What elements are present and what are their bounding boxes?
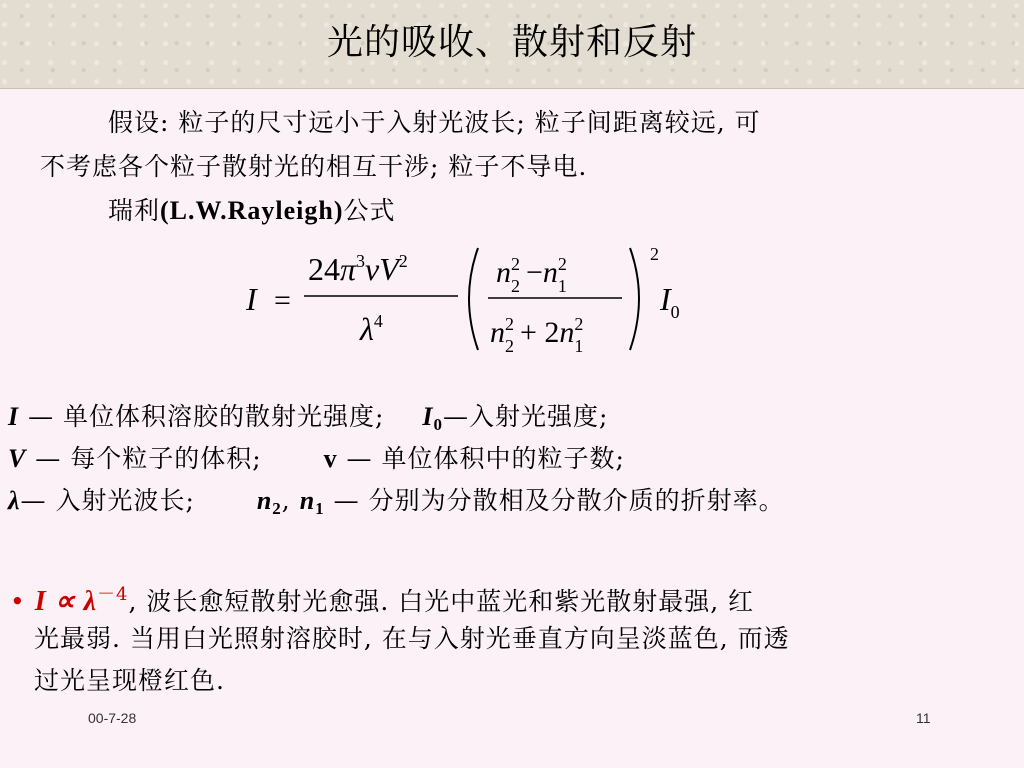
proportional-exponent: －4 <box>97 584 129 605</box>
def-text-v: — 单位体积中的粒子数; <box>337 444 625 473</box>
intro-line-2: 不考虑各个粒子散射光的相互干涉; 粒子不导电. <box>40 152 588 181</box>
def-symbol-n1-sub: 1 <box>315 499 325 518</box>
proportional-symbol: I ∝ λ <box>34 586 98 617</box>
def-symbol-v: v <box>323 444 338 473</box>
svg-text:n22−n12: $n_22 -n_12$ <box>496 254 567 296</box>
slide-title: 光的吸收、散射和反射 <box>326 22 697 63</box>
conclusion-line-2: 光最弱. 当用白光照射溶胶时, 在与入射光垂直方向呈淡蓝色, 而透 <box>34 624 790 653</box>
def-text-n: — 分别为分散相及分散介质的折射率。 <box>324 486 785 515</box>
definition-row-3 <box>8 486 785 524</box>
def-text-V: — 每个粒子的体积; <box>26 444 262 473</box>
def-symbol-n2: n <box>256 486 273 515</box>
definition-row-1 <box>8 402 608 440</box>
rayleigh-name: (L.W.Rayleigh) <box>160 196 344 225</box>
def-symbol-lambda: λ <box>8 486 21 515</box>
rayleigh-equation <box>238 238 698 360</box>
def-text-lambda: — 入射光波长; <box>20 486 195 515</box>
title-bar <box>0 0 1024 89</box>
svg-text:I0: $I_0$ <box>660 281 680 322</box>
definition-row-2 <box>8 444 625 474</box>
def-text-I0: —入射光强度; <box>442 402 609 431</box>
def-symbol-V: V <box>8 444 27 473</box>
def-symbol-I0-sub: 0 <box>433 415 443 434</box>
svg-text:2: 2 <box>650 244 659 264</box>
conclusion-line-1 <box>10 580 754 617</box>
svg-text:24π3vV2: $24\pi^3vV^2$ <box>308 251 408 287</box>
svg-text:λ4: $\lambda^4$ <box>360 311 383 347</box>
def-symbol-n1: n <box>299 486 316 515</box>
svg-text:n22+ 2n12: $n_22 + 2n_12$ <box>490 314 584 356</box>
slide-page-number: 11 <box>916 710 931 726</box>
slide-date: 00-7-28 <box>88 710 137 726</box>
rayleigh-heading <box>108 196 396 226</box>
svg-text:I: I <box>246 281 257 317</box>
svg-text:=: = <box>274 284 291 317</box>
def-text-I: — 单位体积溶胶的散射光强度; <box>19 402 385 431</box>
def-symbol-n2-sub: 2 <box>272 499 282 518</box>
intro-line-1: 假设: 粒子的尺寸远小于入射光波长; 粒子间距离较远, 可 <box>108 108 761 137</box>
conclusion-line-3: 过光呈现橙红色. <box>34 666 225 695</box>
def-sep: , <box>281 486 300 515</box>
rayleigh-prefix: 瑞利 <box>108 196 161 225</box>
bullet-icon: • <box>10 587 26 616</box>
def-symbol-I: I <box>8 402 20 431</box>
rayleigh-suffix: 公式 <box>343 196 396 225</box>
conclusion-text-1: , 波长愈短散射光愈强. 白光中蓝光和紫光散射最强, 红 <box>128 587 755 616</box>
def-symbol-I0: I <box>422 402 434 431</box>
